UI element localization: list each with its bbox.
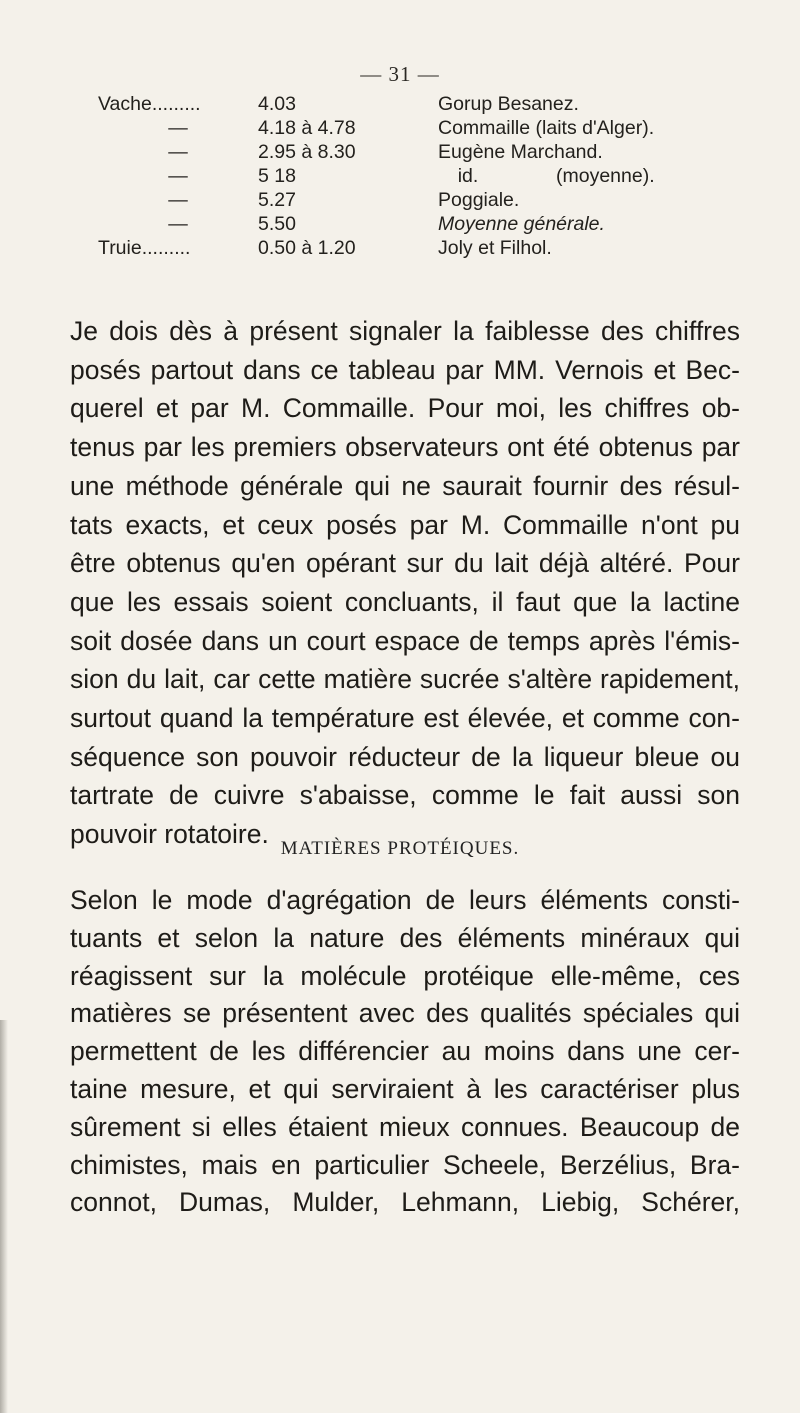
text-line: tats exacts, et ceux posés par M. Commaille n'ont pu — [70, 509, 740, 540]
table-row — [98, 140, 768, 164]
paragraph-proteiques — [70, 882, 740, 1222]
text-line: tartrate de cuivre s'abaisse, comme le fait aussi son — [70, 780, 740, 811]
source-note: (moyenne). — [556, 165, 655, 187]
ditto-dash: — — [168, 213, 188, 235]
value-cell: 2.95 à 8.30 — [258, 141, 356, 163]
ditto-dash: — — [168, 189, 188, 211]
text-line: querel et par M. Commaille. Pour moi, les chiffres ob- — [70, 393, 740, 424]
value-cell: 0.50 à 1.20 — [258, 237, 356, 259]
text-line: réagissent sur la molécule protéique elle-même, ces — [70, 960, 740, 991]
text-line: surtout quand la température est élevée, et comme con- — [70, 703, 740, 734]
animal-cell: Truie......... — [98, 237, 191, 259]
text-line: sion du lait, car cette matière sucrée s'altère rapidement, — [70, 664, 740, 695]
text-line: sûrement si elles étaient mieux connues. Beaucoup de — [70, 1111, 740, 1142]
text-line: tuants et selon la nature des éléments minéraux qui — [70, 922, 740, 953]
text-line: tenus par les premiers observateurs ont été obtenus par — [70, 432, 740, 463]
table-row — [98, 212, 768, 236]
ditto-dash: — — [168, 141, 188, 163]
table-row — [98, 116, 768, 140]
value-cell: 5.50 — [258, 213, 296, 235]
table-row — [98, 164, 768, 188]
ditto-dash: — — [168, 117, 188, 139]
lactose-values-table — [98, 92, 768, 260]
value-cell: 5 18 — [258, 165, 296, 187]
source-cell: Commaille (laits d'Alger). — [438, 117, 655, 139]
value-cell: 5.27 — [258, 189, 296, 211]
source-ditto: id. — [457, 165, 479, 187]
text-line: être obtenus qu'en opérant sur du lait déjà altéré. Pour — [70, 548, 740, 579]
paragraph-lactine — [70, 312, 740, 854]
source-cell: Moyenne générale. — [438, 213, 605, 235]
source-cell: Eugène Marchand. — [438, 141, 603, 163]
text-line: une méthode générale qui ne saurait fournir des résul- — [70, 470, 740, 501]
binding-shadow — [0, 1020, 8, 1413]
source-cell — [438, 164, 768, 188]
text-line: connot, Dumas, Mulder, Lehmann, Liebig, Schérer, — [70, 1187, 740, 1218]
source-cell: Poggiale. — [438, 189, 520, 211]
table-row — [98, 188, 768, 212]
section-heading: MATIÈRES PROTÉIQUES. — [280, 838, 520, 859]
ditto-dash: — — [168, 165, 188, 187]
animal-cell: Vache......... — [98, 93, 201, 115]
source-cell: Joly et Filhol. — [438, 237, 552, 259]
table-row — [98, 236, 768, 260]
value-cell: 4.03 — [258, 93, 296, 115]
text-line: posés partout dans ce tableau par MM. Vernois et Bec- — [70, 354, 740, 385]
text-line: taine mesure, et qui serviraient à les caractériser plus — [70, 1073, 740, 1104]
text-line: Selon le mode d'agrégation de leurs éléments consti- — [70, 885, 740, 915]
table-row — [98, 92, 768, 116]
value-cell: 4.18 à 4.78 — [258, 117, 356, 139]
text-line: Je dois dès à présent signaler la faiblesse des chiffres — [70, 316, 740, 346]
text-line: permettent de les différencier au moins dans une cer- — [70, 1036, 740, 1067]
page-number: — 31 — — [360, 62, 440, 86]
text-line: chimistes, mais en particulier Scheele, Berzélius, Bra- — [70, 1149, 740, 1180]
text-line: matières se présentent avec des qualités spéciales qui — [70, 998, 740, 1029]
text-line: soit dosée dans un court espace de temps après l'émis- — [70, 625, 740, 656]
source-cell: Gorup Besanez. — [438, 93, 579, 115]
text-line: pouvoir rotatoire. — [70, 819, 269, 850]
text-line: séquence son pouvoir réducteur de la liqueur bleue ou — [70, 741, 740, 772]
text-line: que les essais soient concluants, il faut que la lactine — [70, 586, 740, 617]
